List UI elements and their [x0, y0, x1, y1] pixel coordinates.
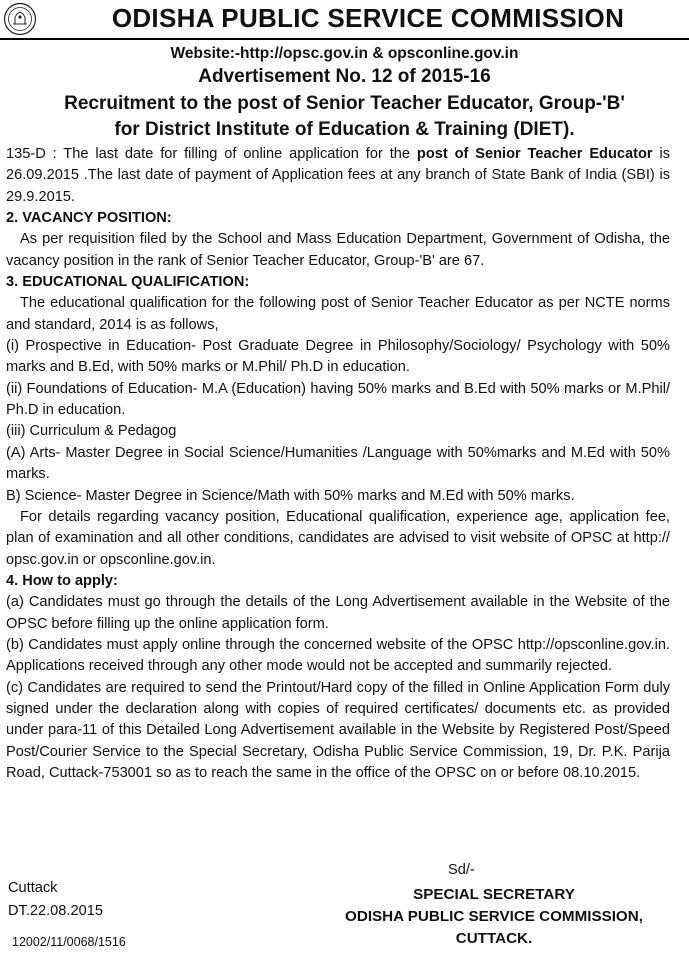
apply-heading: 4. How to apply:: [6, 572, 118, 589]
qualification-item-science: B) Science- Master Degree in Science/Math with 50% marks and M.Ed with 50% marks.: [6, 487, 575, 504]
emblem-seal-icon: [3, 2, 37, 36]
apply-item-c: (c) Candidates are required to send the Printout/Hard copy of the filled in Online Application Form duly signed under the declaration along with copies of required certificates/ documents etc. as provided under para-11 of this Detailed Long Advertisement available in the Website by Registered Post/Speed Post/Courier Service to the Special Secretary, Odisha Public Service Commission, 19, Dr. P.K. Parija Road, Cuttack-753001 so as to reach the same in the office of the OPSC on or before 08.10.2015.: [6, 679, 670, 781]
apply-item-b: (b) Candidates must apply online through the concerned website of the OPSC http://opsconline.gov.in. Applications received through any other mode would not be accepted and summarily rejected.: [6, 636, 670, 675]
vacancy-heading: 2. VACANCY POSITION:: [6, 210, 172, 227]
sd-mark: Sd/-: [448, 862, 475, 878]
qualification-item-i: (i) Prospective in Education- Post Graduate Degree in Philosophy/Sociology/ Psychology with 50% marks and B.Ed, with 50% marks or M.Phil/ Ph.D in education.: [6, 338, 670, 376]
apply-item-a: (a) Candidates must go through the details of the Long Advertisement available in the Website of the OPSC before filling up the online application form.: [6, 594, 670, 632]
intro-post-bold: post of Senior Teacher Educator: [416, 146, 653, 162]
intro-rest: is 26.09.2015 .The last date of payment of Application fees at any branch of State Bank of India (SBI) is 29.9.2015.: [6, 146, 670, 205]
website-line: Website:-http://opsc.gov.in & opsconline.gov.in: [170, 45, 519, 62]
header-title: ODISHA PUBLIC SERVICE COMMISSION: [111, 3, 625, 33]
recruitment-title-line1: Recruitment to the post of Senior Teacher Educator, Group-'B': [64, 93, 625, 114]
signatory-title: SPECIAL SECRETARY: [413, 886, 575, 903]
place: Cuttack: [8, 880, 58, 896]
advertisement-number: Advertisement No. 12 of 2015-16: [198, 66, 491, 87]
date: DT.22.08.2015: [8, 903, 103, 919]
signatory-organization: ODISHA PUBLIC SERVICE COMMISSION,: [345, 908, 643, 925]
intro-paragraph: [6, 144, 670, 208]
vacancy-text: As per requisition filed by the School and Mass Education Department, Government of Odisha, the vacancy position in the rank of Senior Teacher Educator, Group-'B' are 67.: [6, 231, 670, 269]
recruitment-title-line2: for District Institute of Education & Training (DIET).: [114, 119, 575, 140]
reference-number: 12002/11/0068/1516: [12, 935, 126, 949]
qualification-heading: 3. EDUCATIONAL QUALIFICATION:: [6, 274, 250, 291]
advertisement-body: [6, 144, 670, 784]
signatory-city: CUTTACK.: [455, 930, 533, 947]
qualification-intro: The educational qualification for the following post of Senior Teacher Educator as per NCTE norms and standard, 2014 is as follows,: [6, 295, 670, 333]
qualification-details: For details regarding vacancy position, Educational qualification, experience age, application fee, plan of examination and all other conditions, candidates are advised to visit website of OPSC at http:// opsc.gov.in or opsconline.gov.in.: [6, 508, 670, 568]
qualification-item-ii: (ii) Foundations of Education- M.A (Education) having 50% marks and B.Ed with 50% marks or M.Phil/ Ph.D in education.: [6, 380, 670, 419]
header-bar: [0, 0, 689, 40]
qualification-item-arts: (A) Arts- Master Degree in Social Science/Humanities /Language with 50%marks and M.Ed with 50% marks.: [6, 444, 670, 483]
qualification-item-iii: (iii) Curriculum & Pedagog: [6, 423, 177, 440]
intro-lead: 135-D : The last date for filling of online application for the: [6, 146, 417, 162]
